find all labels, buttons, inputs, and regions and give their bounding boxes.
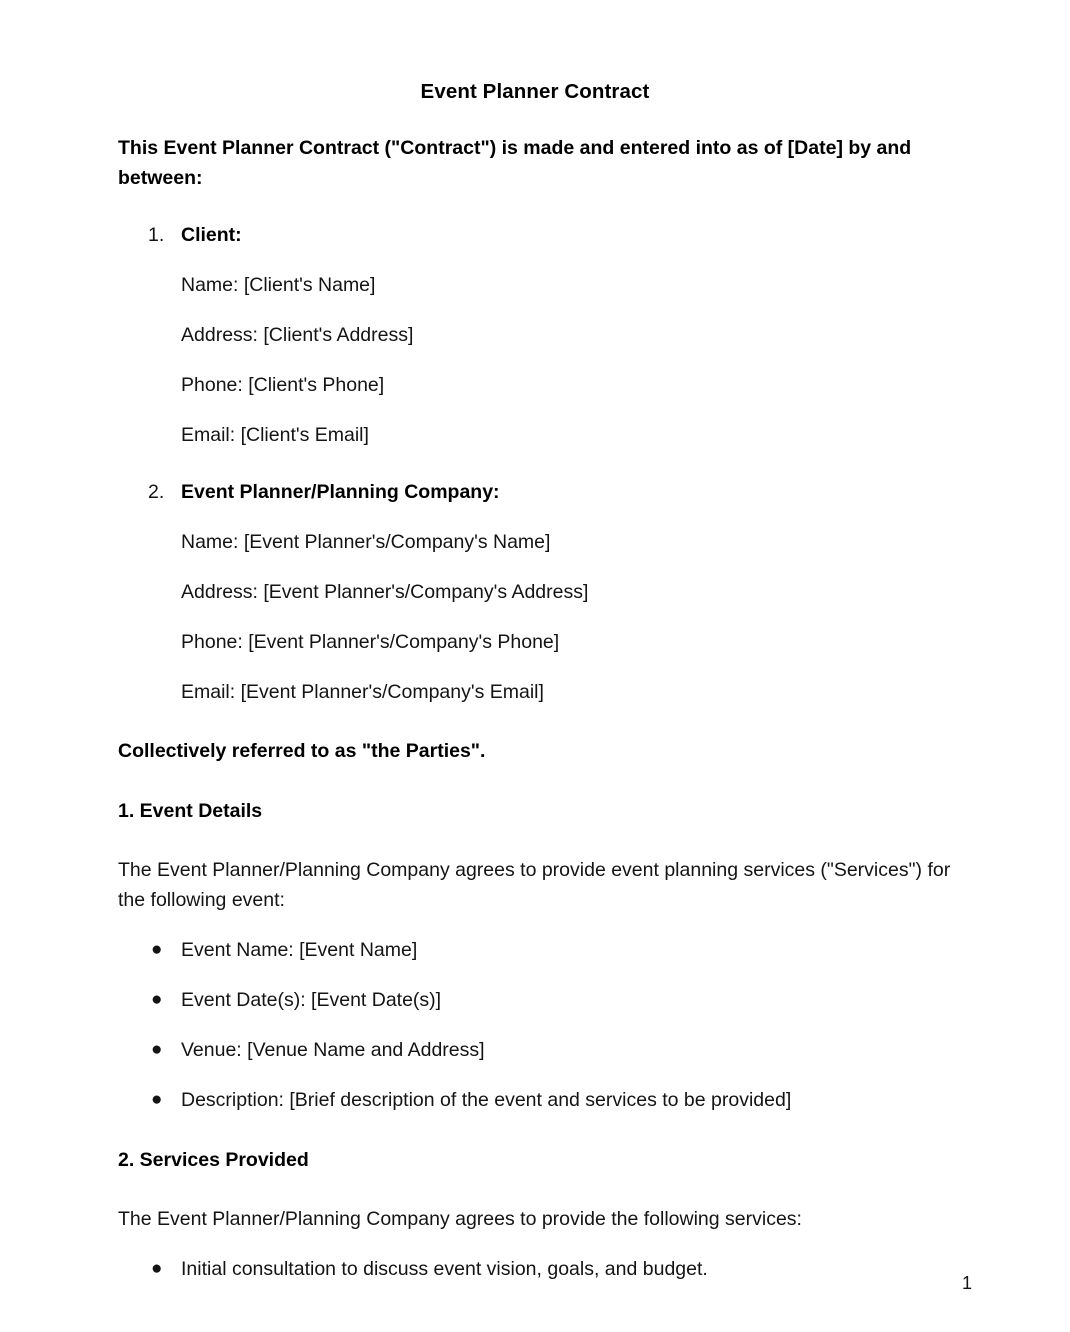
list-item bbox=[118, 1015, 952, 1065]
client-address-field: Address: [Client's Address] bbox=[181, 324, 414, 346]
bullet-icon: ● bbox=[151, 939, 163, 960]
list-item bbox=[118, 450, 952, 707]
client-name-field: Name: [Client's Name] bbox=[181, 274, 376, 296]
list-item bbox=[118, 1234, 952, 1284]
section-heading-event-details: 1. Event Details bbox=[118, 800, 263, 822]
list-item bbox=[118, 965, 952, 1015]
list-marker: 1. bbox=[148, 224, 165, 246]
planner-name-field: Name: [Event Planner's/Company's Name] bbox=[181, 531, 551, 553]
client-phone-field: Phone: [Client's Phone] bbox=[181, 374, 385, 396]
parties-list bbox=[118, 193, 952, 707]
bullet-text-description: Description: [Brief description of the event and services to be provided] bbox=[181, 1089, 792, 1111]
section-body-services-provided: The Event Planner/Planning Company agrees to provide the following services: bbox=[118, 1208, 802, 1230]
section-body-event-details: The Event Planner/Planning Company agrees to provide event planning services ("Services") for the following event: bbox=[118, 859, 951, 911]
intro-paragraph: This Event Planner Contract ("Contract") is made and entered into as of [Date] by and between: bbox=[118, 137, 912, 189]
page-title: Event Planner Contract bbox=[420, 80, 650, 103]
bullet-icon: ● bbox=[151, 1258, 163, 1279]
party-label-planner: Event Planner/Planning Company: bbox=[181, 481, 500, 503]
document-content bbox=[118, 0, 952, 1284]
collectively-paragraph: Collectively referred to as "the Parties". bbox=[118, 740, 486, 762]
bullet-text-event-name: Event Name: [Event Name] bbox=[181, 939, 418, 961]
list-marker: 2. bbox=[148, 481, 165, 503]
bullet-text-initial-consultation: Initial consultation to discuss event vision, goals, and budget. bbox=[181, 1258, 708, 1280]
planner-email-field: Email: [Event Planner's/Company's Email] bbox=[181, 681, 544, 703]
page-number: 1 bbox=[961, 1273, 972, 1293]
bullet-text-event-dates: Event Date(s): [Event Date(s)] bbox=[181, 989, 442, 1011]
services-bullets bbox=[118, 1234, 952, 1284]
list-item bbox=[118, 193, 952, 450]
client-email-field: Email: [Client's Email] bbox=[181, 424, 369, 446]
list-item bbox=[118, 915, 952, 965]
bullet-icon: ● bbox=[151, 1089, 163, 1110]
list-item bbox=[118, 1065, 952, 1115]
bullet-text-venue: Venue: [Venue Name and Address] bbox=[181, 1039, 485, 1061]
event-details-bullets bbox=[118, 915, 952, 1115]
planner-address-field: Address: [Event Planner's/Company's Address] bbox=[181, 581, 589, 603]
party-label-client: Client: bbox=[181, 224, 242, 246]
planner-phone-field: Phone: [Event Planner's/Company's Phone] bbox=[181, 631, 560, 653]
bullet-icon: ● bbox=[151, 1039, 163, 1060]
bullet-icon: ● bbox=[151, 989, 163, 1010]
section-heading-services-provided: 2. Services Provided bbox=[118, 1149, 309, 1171]
